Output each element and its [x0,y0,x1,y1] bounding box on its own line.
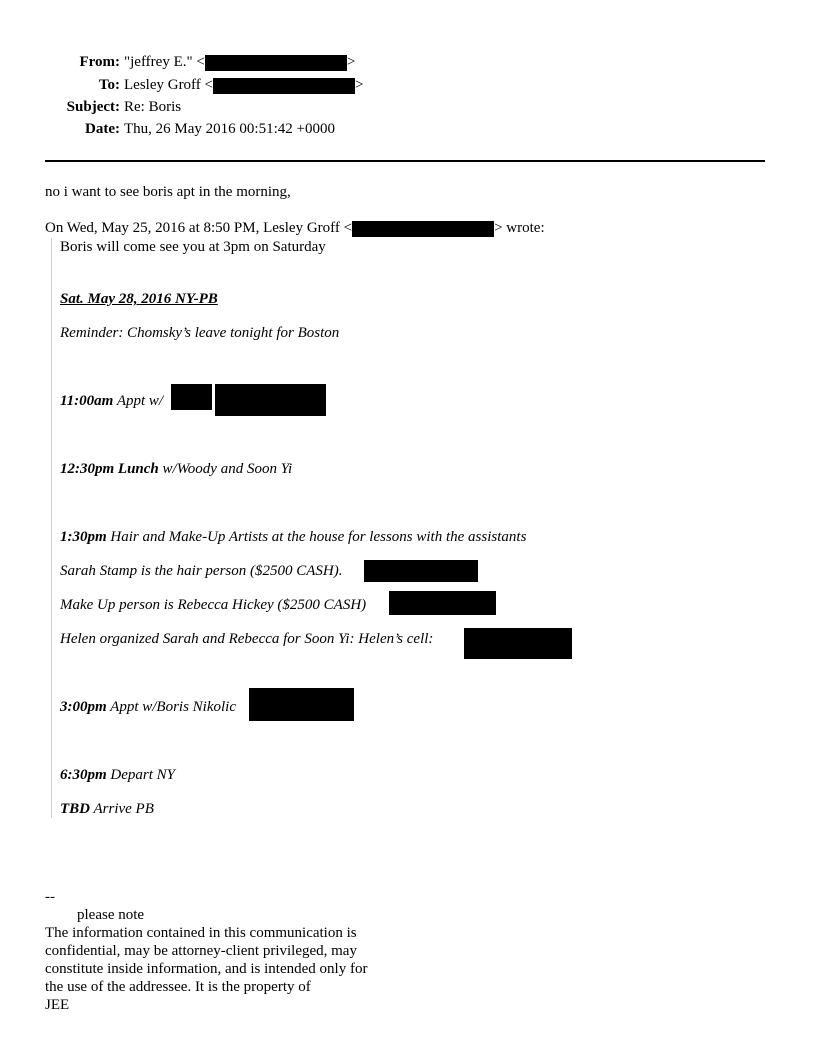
redaction-box [171,384,212,410]
lunch-text: w/Woody and Soon Yi [158,461,293,477]
header-divider [45,160,765,162]
from-end: > [346,54,356,70]
depart-time: 6:30pm [60,767,107,783]
to-name: Lesley Groff < [124,77,213,93]
redaction-box [364,560,478,582]
date-value: Thu, 26 May 2016 00:51:42 +0000 [124,121,335,137]
depart-text: Depart NY [106,767,176,783]
lunch-line [60,460,292,478]
makeup-person-line: Make Up person is Rebecca Hickey ($2500 CASH) [60,597,367,613]
reply-text: no i want to see boris apt in the morning, [45,184,291,200]
schedule-date-heading: Sat. May 28, 2016 NY-PB [60,291,218,307]
redacted-email-to [213,78,355,94]
appt-1100-line [60,392,163,410]
appt-1100-text: Appt w/ [113,393,164,409]
from-name: "jeffrey E." < [124,54,205,70]
quote-intro [45,219,545,237]
arrive-line [60,800,154,818]
arrive-text: Arrive PB [90,801,154,817]
redaction-box [249,688,354,721]
quote-bar [51,238,52,818]
boris-appt-line [60,698,236,716]
signature-please-note: please note [77,907,145,923]
appt-1100-time: 11:00am [60,393,114,409]
redaction-box [389,591,496,615]
subject-label: Subject: [66,99,120,115]
signature-line-5: JEE [45,997,70,1013]
redacted-email-quote [352,221,494,237]
hair-makeup-line [60,528,526,546]
to-value [124,76,363,94]
signature-line-2: confidential, may be attorney-client privileged, may [45,943,357,959]
hair-person-line: Sarah Stamp is the hair person ($2500 CASH). [60,563,343,579]
from-value [124,53,355,71]
redaction-box [215,384,326,416]
signature-dashes: -- [45,889,55,905]
reminder-line: Reminder: Chomsky’s leave tonight for Boston [60,325,340,341]
boris-appt-time: 3:00pm [60,699,107,715]
signature-line-3: constitute inside information, and is intended only for [45,961,368,977]
signature-line-4: the use of the addressee. It is the property of [45,979,311,995]
signature-line-1: The information contained in this communication is [45,925,357,941]
hair-makeup-text: Hair and Make-Up Artists at the house for lessons with the assistants [106,529,527,545]
quote-intro-end: > wrote: [494,220,545,236]
quoted-line-boris: Boris will come see you at 3pm on Saturday [60,239,326,255]
subject-value: Re: Boris [124,99,182,115]
quote-intro-start: On Wed, May 25, 2016 at 8:50 PM, Lesley Groff < [45,220,353,236]
to-label: To: [98,77,120,93]
depart-line [60,766,175,784]
to-end: > [355,77,364,93]
redacted-email-from [205,55,347,71]
redaction-box [464,628,572,659]
hair-makeup-time: 1:30pm [60,529,107,545]
boris-appt-text: Appt w/Boris Nikolic [106,699,236,715]
lunch-time: 12:30pm Lunch [60,461,159,477]
helen-line: Helen organized Sarah and Rebecca for Soon Yi: Helen’s cell: [60,631,434,647]
from-label: From: [79,54,120,70]
date-label: Date: [85,121,120,137]
arrive-time: TBD [60,801,90,817]
